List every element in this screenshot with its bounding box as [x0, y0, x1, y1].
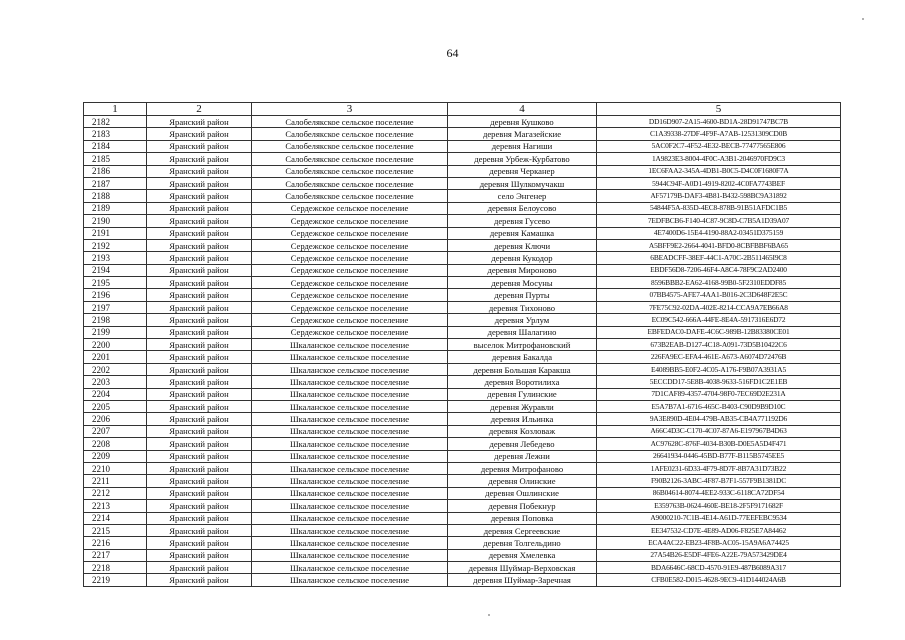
- settlement-name: Салобелякское сельское поселение: [252, 165, 448, 177]
- row-number: 2182: [84, 116, 147, 128]
- table-row: [84, 524, 841, 536]
- district-name: Яранский район: [147, 326, 252, 338]
- table-row: [84, 549, 841, 561]
- table-row: [84, 252, 841, 264]
- settlement-name: Сердежское сельское поселение: [252, 277, 448, 289]
- row-number: 2187: [84, 177, 147, 189]
- locality-name: деревня Ключи: [448, 239, 597, 251]
- row-number: 2210: [84, 462, 147, 474]
- row-number: 2206: [84, 413, 147, 425]
- table-row: [84, 363, 841, 375]
- settlement-name: Сердежское сельское поселение: [252, 314, 448, 326]
- guid-code: 5ECCDD17-5E8B-4038-9633-516FD1C2E1EB: [597, 376, 841, 388]
- row-number: 2190: [84, 215, 147, 227]
- table-row: [84, 500, 841, 512]
- settlement-name: Сердежское сельское поселение: [252, 239, 448, 251]
- row-number: 2213: [84, 500, 147, 512]
- guid-code: 9A3E890D-4E04-479B-AB35-CB4A771192D6: [597, 413, 841, 425]
- table-row: [84, 314, 841, 326]
- guid-code: 8596BBB2-EA62-4168-99B0-5F2310EDDF85: [597, 277, 841, 289]
- row-number: 2215: [84, 524, 147, 536]
- settlement-name: Салобелякское сельское поселение: [252, 153, 448, 165]
- settlement-name: Салобелякское сельское поселение: [252, 190, 448, 202]
- district-name: Яранский район: [147, 500, 252, 512]
- locality-name: деревня Ильинка: [448, 413, 597, 425]
- district-name: Яранский район: [147, 339, 252, 351]
- district-name: Яранский район: [147, 562, 252, 574]
- row-number: 2211: [84, 475, 147, 487]
- guid-code: F90B2126-3ABC-4F87-B7F1-557F9B1381DC: [597, 475, 841, 487]
- guid-code: A5BFF9E2-2664-4041-BFD0-8CBFBBF6BA65: [597, 239, 841, 251]
- district-name: Яранский район: [147, 524, 252, 536]
- guid-code: E359763B-0624-460E-BE18-2F5F9171682F: [597, 500, 841, 512]
- district-name: Яранский район: [147, 277, 252, 289]
- settlement-name: Салобелякское сельское поселение: [252, 116, 448, 128]
- district-name: Яранский район: [147, 202, 252, 214]
- settlement-name: Сердежское сельское поселение: [252, 202, 448, 214]
- table-row: [84, 239, 841, 251]
- table-row: [84, 289, 841, 301]
- row-number: 2203: [84, 376, 147, 388]
- guid-code: 7D1CAF89-4357-4704-98F0-7EC69D2E231A: [597, 388, 841, 400]
- table-row: [84, 438, 841, 450]
- district-name: Яранский район: [147, 363, 252, 375]
- district-name: Яранский район: [147, 574, 252, 586]
- locality-name: деревня Сергеевские: [448, 524, 597, 536]
- district-name: Яранский район: [147, 549, 252, 561]
- guid-code: 1A9823E3-8004-4F0C-A3B1-2046970FD9C3: [597, 153, 841, 165]
- table-header-row: [84, 103, 841, 116]
- settlement-name: Сердежское сельское поселение: [252, 289, 448, 301]
- locality-name: деревня Гусево: [448, 215, 597, 227]
- guid-code: 5944C94F-A0D1-4919-8202-4C0FA7743BEF: [597, 177, 841, 189]
- table-row: [84, 462, 841, 474]
- row-number: 2217: [84, 549, 147, 561]
- guid-code: 1EC6FAA2-345A-4DB1-B0C5-D4C0F1680F7A: [597, 165, 841, 177]
- district-name: Яранский район: [147, 301, 252, 313]
- table-row: [84, 202, 841, 214]
- locality-name: деревня Гулинские: [448, 388, 597, 400]
- settlement-name: Салобелякское сельское поселение: [252, 140, 448, 152]
- locality-name: деревня Магазейские: [448, 128, 597, 140]
- settlement-name: Шкаланское сельское поселение: [252, 537, 448, 549]
- district-name: Яранский район: [147, 190, 252, 202]
- district-name: Яранский район: [147, 450, 252, 462]
- row-number: 2183: [84, 128, 147, 140]
- locality-name: деревня Нагиши: [448, 140, 597, 152]
- guid-code: DD16D907-2A15-4600-BD1A-28D91747BC7B: [597, 116, 841, 128]
- settlement-name: Шкаланское сельское поселение: [252, 363, 448, 375]
- settlement-name: Шкаланское сельское поселение: [252, 376, 448, 388]
- guid-code: C1A39338-27DF-4F9F-A7AB-12531309CD0B: [597, 128, 841, 140]
- locality-name: село Энгенер: [448, 190, 597, 202]
- row-number: 2200: [84, 339, 147, 351]
- settlement-name: Шкаланское сельское поселение: [252, 450, 448, 462]
- district-name: Яранский район: [147, 128, 252, 140]
- settlement-name: Шкаланское сельское поселение: [252, 562, 448, 574]
- district-name: Яранский район: [147, 487, 252, 499]
- locality-name: деревня Лежни: [448, 450, 597, 462]
- district-name: Яранский район: [147, 388, 252, 400]
- locality-name: деревня Кукодор: [448, 252, 597, 264]
- locality-name: деревня Митрофаново: [448, 462, 597, 474]
- table-row: [84, 339, 841, 351]
- district-name: Яранский район: [147, 116, 252, 128]
- locality-name: деревня Шуймар-Заречная: [448, 574, 597, 586]
- table-row: [84, 116, 841, 128]
- row-number: 2197: [84, 301, 147, 313]
- row-number: 2204: [84, 388, 147, 400]
- settlement-name: Сердежское сельское поселение: [252, 227, 448, 239]
- row-number: 2191: [84, 227, 147, 239]
- settlement-name: Сердежское сельское поселение: [252, 301, 448, 313]
- settlement-name: Шкаланское сельское поселение: [252, 462, 448, 474]
- settlement-name: Салобелякское сельское поселение: [252, 128, 448, 140]
- settlement-name: Шкаланское сельское поселение: [252, 388, 448, 400]
- locality-name: деревня Шалагино: [448, 326, 597, 338]
- guid-code: 26641934-0446-45BD-B77F-B115B5745EE5: [597, 450, 841, 462]
- column-header-locality: 4: [448, 103, 597, 116]
- locality-name: деревня Кушково: [448, 116, 597, 128]
- locality-name: деревня Шулкомучакш: [448, 177, 597, 189]
- district-name: Яранский район: [147, 252, 252, 264]
- row-number: 2219: [84, 574, 147, 586]
- locality-name: деревня Ошлинские: [448, 487, 597, 499]
- row-number: 2196: [84, 289, 147, 301]
- guid-code: AC97628C-876F-4034-B30B-D0E5A5D4F471: [597, 438, 841, 450]
- locality-name: деревня Поповка: [448, 512, 597, 524]
- table-row: [84, 351, 841, 363]
- district-name: Яранский район: [147, 264, 252, 276]
- locality-name: деревня Побекнур: [448, 500, 597, 512]
- settlement-name: Шкаланское сельское поселение: [252, 549, 448, 561]
- column-header-district: 2: [147, 103, 252, 116]
- table-row: [84, 140, 841, 152]
- row-number: 2207: [84, 425, 147, 437]
- settlement-name: Сердежское сельское поселение: [252, 326, 448, 338]
- guid-code: 7FE75C92-02DA-402E-8214-CCA9A7EB66A8: [597, 301, 841, 313]
- settlement-name: Шкаланское сельское поселение: [252, 512, 448, 524]
- table-row: [84, 301, 841, 313]
- district-name: Яранский район: [147, 351, 252, 363]
- district-name: Яранский район: [147, 177, 252, 189]
- settlement-name: Шкаланское сельское поселение: [252, 339, 448, 351]
- table-row: [84, 177, 841, 189]
- guid-code: 4E7400D6-15E4-4190-88A2-03451D375159: [597, 227, 841, 239]
- locality-name: деревня Шуймар-Верховская: [448, 562, 597, 574]
- district-name: Яранский район: [147, 140, 252, 152]
- table-row: [84, 475, 841, 487]
- table-row: [84, 277, 841, 289]
- guid-code: 7EDFBCB6-F140-4C87-9C8D-C7B5A1D39A07: [597, 215, 841, 227]
- row-number: 2214: [84, 512, 147, 524]
- guid-code: EE347532-CD7E-4E89-AD06-F825E7A84462: [597, 524, 841, 536]
- settlement-name: Шкаланское сельское поселение: [252, 351, 448, 363]
- row-number: 2185: [84, 153, 147, 165]
- locality-name: деревня Пурты: [448, 289, 597, 301]
- settlement-name: Шкаланское сельское поселение: [252, 425, 448, 437]
- row-number: 2186: [84, 165, 147, 177]
- locality-name: деревня Хмелевка: [448, 549, 597, 561]
- guid-code: CFB0E582-D015-4628-9EC9-41D144024A6B: [597, 574, 841, 586]
- table-row: [84, 574, 841, 586]
- guid-code: BDA6646C-68CD-4570-91E9-487B6089A317: [597, 562, 841, 574]
- locality-name: деревня Тихоново: [448, 301, 597, 313]
- guid-code: EBFEDAC0-DAFE-4C6C-989B-12B83380CE01: [597, 326, 841, 338]
- locality-name: деревня Урбеж-Курбатово: [448, 153, 597, 165]
- row-number: 2195: [84, 277, 147, 289]
- settlement-name: Шкаланское сельское поселение: [252, 574, 448, 586]
- guid-code: 6BEADCFF-38EF-44C1-A70C-2B511465I9C8: [597, 252, 841, 264]
- row-number: 2202: [84, 363, 147, 375]
- guid-code: 226FA9EC-EFA4-461E-A673-A6074D72476B: [597, 351, 841, 363]
- guid-code: 54844F5A-835D-4EC8-878B-91B51AFDC1B5: [597, 202, 841, 214]
- page-number: 64: [446, 46, 459, 60]
- table-row: [84, 388, 841, 400]
- row-number: 2209: [84, 450, 147, 462]
- row-number: 2199: [84, 326, 147, 338]
- locality-name: деревня Камашка: [448, 227, 597, 239]
- locality-name: деревня Мосуны: [448, 277, 597, 289]
- row-number: 2184: [84, 140, 147, 152]
- guid-code: A66C4D3C-C170-4C07-87A6-E197967B4D63: [597, 425, 841, 437]
- scan-speck: [488, 614, 490, 616]
- district-name: Яранский район: [147, 400, 252, 412]
- row-number: 2193: [84, 252, 147, 264]
- settlement-name: Шкаланское сельское поселение: [252, 500, 448, 512]
- settlement-name: Сердежское сельское поселение: [252, 215, 448, 227]
- guid-code: 07BB4575-AFE7-4AA1-B016-2C3D648F2E5C: [597, 289, 841, 301]
- settlement-name: Салобелякское сельское поселение: [252, 177, 448, 189]
- settlement-name: Сердежское сельское поселение: [252, 264, 448, 276]
- locality-name: деревня Бакалда: [448, 351, 597, 363]
- row-number: 2205: [84, 400, 147, 412]
- settlement-registry-table: [83, 102, 841, 587]
- district-name: Яранский район: [147, 376, 252, 388]
- table-row: [84, 326, 841, 338]
- locality-name: деревня Олинские: [448, 475, 597, 487]
- locality-name: деревня Воротилиха: [448, 376, 597, 388]
- row-number: 2194: [84, 264, 147, 276]
- guid-code: 1AFE0231-6D33-4F79-8D7F-8B7A31D73B22: [597, 462, 841, 474]
- scan-speck: [862, 18, 864, 20]
- guid-code: A9000210-7C1B-4E14-A61D-77EEFEBC9534: [597, 512, 841, 524]
- guid-code: 27A54B26-E5DF-4FE6-A22E-79A573429DE4: [597, 549, 841, 561]
- district-name: Яранский район: [147, 462, 252, 474]
- locality-name: деревня Журавли: [448, 400, 597, 412]
- district-name: Яранский район: [147, 413, 252, 425]
- district-name: Яранский район: [147, 165, 252, 177]
- district-name: Яранский район: [147, 425, 252, 437]
- table-row: [84, 165, 841, 177]
- row-number: 2198: [84, 314, 147, 326]
- district-name: Яранский район: [147, 314, 252, 326]
- settlement-name: Шкаланское сельское поселение: [252, 475, 448, 487]
- locality-name: выселок Митрофановский: [448, 339, 597, 351]
- table-row: [84, 215, 841, 227]
- guid-code: EBDF56D8-7206-46F4-A8C4-78F9C2AD2400: [597, 264, 841, 276]
- table-row: [84, 190, 841, 202]
- district-name: Яранский район: [147, 227, 252, 239]
- district-name: Яранский район: [147, 153, 252, 165]
- district-name: Яранский район: [147, 537, 252, 549]
- table-row: [84, 425, 841, 437]
- settlement-name: Шкаланское сельское поселение: [252, 400, 448, 412]
- locality-name: деревня Большая Каракша: [448, 363, 597, 375]
- district-name: Яранский район: [147, 239, 252, 251]
- locality-name: деревня Черканер: [448, 165, 597, 177]
- table-row: [84, 400, 841, 412]
- table-row: [84, 450, 841, 462]
- table-row: [84, 413, 841, 425]
- guid-code: ECA4AC22-EB23-4F8B-AC05-15A9A6A74425: [597, 537, 841, 549]
- locality-name: деревня Урлум: [448, 314, 597, 326]
- guid-code: E4089BB5-E0F2-4C05-A176-F9B07A3931A5: [597, 363, 841, 375]
- table-row: [84, 153, 841, 165]
- row-number: 2216: [84, 537, 147, 549]
- district-name: Яранский район: [147, 215, 252, 227]
- locality-name: деревня Козловаж: [448, 425, 597, 437]
- table-row: [84, 128, 841, 140]
- table-row: [84, 264, 841, 276]
- row-number: 2218: [84, 562, 147, 574]
- row-number: 2201: [84, 351, 147, 363]
- table-row: [84, 512, 841, 524]
- locality-name: деревня Лебедево: [448, 438, 597, 450]
- row-number: 2188: [84, 190, 147, 202]
- locality-name: деревня Мироново: [448, 264, 597, 276]
- district-name: Яранский район: [147, 289, 252, 301]
- guid-code: 673B2EAB-D127-4C18-A091-73D5B10422C6: [597, 339, 841, 351]
- settlement-name: Шкаланское сельское поселение: [252, 524, 448, 536]
- column-header-number: 1: [84, 103, 147, 116]
- settlement-name: Шкаланское сельское поселение: [252, 413, 448, 425]
- guid-code: AF57179B-DAF3-4B81-B432-598BC9A31892: [597, 190, 841, 202]
- table-row: [84, 487, 841, 499]
- district-name: Яранский район: [147, 512, 252, 524]
- locality-name: деревня Белоусово: [448, 202, 597, 214]
- settlement-name: Шкаланское сельское поселение: [252, 487, 448, 499]
- column-header-settlement: 3: [252, 103, 448, 116]
- district-name: Яранский район: [147, 475, 252, 487]
- table-row: [84, 227, 841, 239]
- table-row: [84, 537, 841, 549]
- guid-code: E5A7B7A1-6716-465C-B403-C90D9B9D10C: [597, 400, 841, 412]
- table-row: [84, 562, 841, 574]
- table-row: [84, 376, 841, 388]
- guid-code: 86B04614-8074-4EE2-933C-6118CA72DF54: [597, 487, 841, 499]
- column-header-guid: 5: [597, 103, 841, 116]
- row-number: 2189: [84, 202, 147, 214]
- guid-code: EC09C542-666A-44FE-8E4A-5917316E6D72: [597, 314, 841, 326]
- locality-name: деревня Толгельдино: [448, 537, 597, 549]
- row-number: 2212: [84, 487, 147, 499]
- settlement-name: Шкаланское сельское поселение: [252, 438, 448, 450]
- settlement-name: Сердежское сельское поселение: [252, 252, 448, 264]
- district-name: Яранский район: [147, 438, 252, 450]
- row-number: 2192: [84, 239, 147, 251]
- table-body: [84, 116, 841, 587]
- row-number: 2208: [84, 438, 147, 450]
- guid-code: 5AC0F2C7-4F52-4E32-BECB-77477565E806: [597, 140, 841, 152]
